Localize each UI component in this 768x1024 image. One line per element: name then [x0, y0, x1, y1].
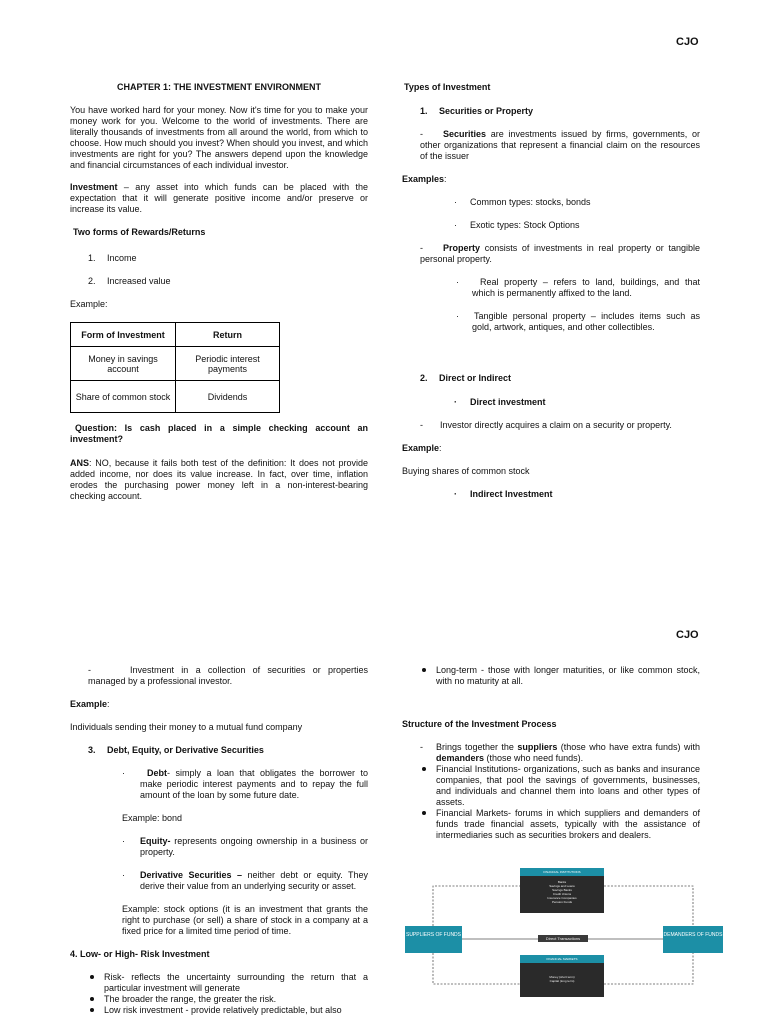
indirect-def: - Investment in a collection of securities or properties managed by a professional investor.	[88, 665, 368, 686]
example-item-text: Common types: stocks, bonds	[470, 197, 591, 207]
property-item-text: Real property – refers to land, buildings, and that which is permanently affixed to the land.	[472, 277, 700, 298]
form-text: Income	[107, 253, 137, 263]
risk-item-text: Risk- reflects the uncertainty surrounding the return that a particular investment will generate	[104, 972, 368, 993]
form-item-2	[88, 276, 368, 287]
derivative-example: Example: stock options (it is an investment that grants the right to purchase (or sell) a share of stock in a company at a fixed price for a limited time period of time.	[122, 904, 368, 936]
left-column-2	[70, 665, 368, 1016]
investment-table	[70, 322, 280, 413]
example-label-2	[402, 443, 700, 454]
section-title: Securities or Property	[439, 106, 534, 116]
page-header-initials: CJO	[676, 36, 699, 48]
demanders-term: demanders	[436, 753, 485, 763]
longterm-item	[436, 665, 700, 687]
investment-term: Investment	[70, 182, 118, 192]
page-header-initials-2: CJO	[676, 629, 699, 641]
section-2-heading	[420, 373, 700, 384]
answer-body: : NO, because it fails both test of the definition: It does not provide added income, nor does its value increase. In fact, over time, inflation erodes the purchasing power money left in a non-interest-bearing checking account.	[70, 458, 368, 501]
form-text: Increased value	[107, 276, 171, 286]
table-cell: Share of common stock	[71, 381, 176, 413]
right-column-1	[402, 82, 700, 500]
risk-item	[104, 994, 368, 1005]
fm-item: Capital (long term)	[549, 979, 575, 983]
question-text: Question: Is cash placed in a simple checking account an investment?	[70, 423, 368, 444]
direct-title: Direct investment	[470, 397, 546, 407]
debt-example: Example: bond	[122, 813, 183, 823]
direct-transactions-box: Direct Transactions	[538, 935, 588, 942]
suppliers-of-funds-box: SUPPLIERS OF FUNDS	[405, 926, 462, 953]
derivative-def: neither debt or equity. They derive their value from an underlying security or asset.	[140, 870, 369, 891]
colon: :	[444, 174, 447, 184]
example-item-text: Exotic types: Stock Options	[470, 220, 580, 230]
fi-item: Pension Funds	[551, 900, 572, 904]
equity-term: Equity-	[140, 836, 171, 846]
property-item: · Tangible personal property – includes items such as gold, artwork, antiques, and other collectibles.	[456, 311, 700, 332]
table-cell: Periodic interest payments	[176, 347, 280, 381]
demanders-of-funds-box: DEMANDERS OF FUNDS	[663, 926, 723, 953]
equity-def: represents ongoing ownership in a business or property.	[140, 836, 368, 857]
fi-item: Credit Unions	[552, 892, 572, 896]
financial-institutions-list	[520, 876, 604, 913]
table-header: Return	[176, 323, 280, 347]
longterm-text: Long-term - those with longer maturities, or like common stock, with no maturity at all.	[436, 665, 700, 686]
risk-item-text: Low risk investment - provide relatively predictable, but also	[104, 1005, 342, 1015]
answer-label: ANS	[70, 458, 90, 468]
financial-institutions-header: FINANCIAL INSTITUTIONS	[520, 868, 604, 876]
section-title: Debt, Equity, or Derivative Securities	[107, 745, 264, 755]
financial-institutions-text: Financial Institutions- organizations, such as banks and insurance companies, that pool the savings of governments, businesses, and individuals and channel them into loans and other types of assets.	[436, 764, 700, 807]
fi-item: Savings Banks	[552, 888, 572, 892]
example-word: Example	[402, 443, 440, 453]
investment-definition	[70, 182, 368, 215]
direct-def: - Investor directly acquires a claim on a security or property.	[420, 420, 672, 430]
chapter-title: CHAPTER 1: THE INVESTMENT ENVIRONMENT	[116, 82, 321, 92]
section-title: Direct or Indirect	[439, 373, 512, 383]
property-item: · Real property – refers to land, buildings, and that which is permanently affixed to the land.	[456, 277, 700, 298]
example-label: Example:	[70, 299, 108, 309]
table-cell: Dividends	[176, 381, 280, 413]
securities-definition	[420, 129, 700, 162]
fi-item: Insurance Companies	[547, 896, 577, 900]
text: (those who need funds).	[484, 753, 584, 763]
fm-item: Money (short term)	[549, 975, 575, 979]
fi-item: Banks	[557, 880, 567, 884]
section-num: 2.	[420, 373, 428, 383]
section-num: 3.	[88, 745, 96, 755]
text: Brings together the	[436, 742, 518, 752]
investment-process-diagram	[405, 866, 723, 1006]
direct-heading: · Direct investment	[454, 397, 546, 407]
right-column-2	[402, 665, 700, 841]
property-term: Property	[443, 243, 481, 253]
suppliers-term: suppliers	[517, 742, 558, 752]
examples-label	[402, 174, 700, 185]
structure-heading: Structure of the Investment Process	[402, 719, 557, 729]
form-item-1	[88, 253, 368, 264]
direct-def-text: Investor directly acquires a claim on a security or property.	[440, 420, 672, 430]
fi-item: Savings and Loans	[549, 884, 575, 888]
risk-list	[104, 972, 368, 1016]
risk-item-text: The broader the range, the greater the risk.	[104, 994, 277, 1004]
colon: :	[439, 443, 442, 453]
indirect-example: Individuals sending their money to a mutual fund company	[70, 722, 303, 732]
indirect-title: Indirect Investment	[470, 489, 553, 499]
two-forms-heading: Two forms of Rewards/Returns	[73, 227, 206, 237]
derivative-term: Derivative Securities –	[140, 870, 242, 880]
financial-markets-text: Financial Markets- forums in which suppliers and demanders of funds trade financial assets, typically with the assistance of intermediaries such as securities brokers and dealers.	[436, 808, 700, 840]
structure-item	[436, 808, 700, 841]
types-heading: Types of Investment	[404, 82, 491, 92]
table-row	[71, 347, 280, 381]
debt-item: · Debt- simply a loan that obligates the borrower to make periodic interest payments and to repay the full amount of the loan by some future date.	[122, 768, 368, 800]
securities-term: Securities	[443, 129, 487, 139]
section-num: 1.	[420, 106, 428, 116]
structure-list	[420, 742, 700, 841]
answer-text	[70, 458, 368, 502]
risk-item	[104, 1005, 368, 1016]
structure-item: - Brings together the suppliers (those who have extra funds) with demanders (those who need funds).	[420, 742, 700, 763]
text: (those who have extra funds) with	[557, 742, 700, 752]
financial-markets-header: FINANCIAL MARKETS	[520, 955, 604, 963]
intro-paragraph: You have worked hard for your money. Now it's time for you to make your money work for you. Welcome to the world of investments. There are literally thousands of investments from all around the world, from which to choose. How much should you invest? When should you invest, and which investments are right for you? The answers depend upon the knowledge and financial circumstances of each individual investor.	[70, 105, 368, 170]
debt-term: Debt	[147, 768, 167, 778]
indirect-heading: · Indirect Investment	[454, 489, 553, 499]
section-1-heading	[420, 106, 700, 117]
property-def: consists of investments in real property or tangible personal property.	[420, 243, 700, 264]
form-num: 1.	[88, 253, 96, 263]
example-word: Example	[70, 699, 108, 709]
dash: -	[420, 129, 423, 139]
table-header: Form of Investment	[71, 323, 176, 347]
section-3-heading	[88, 745, 368, 756]
financial-markets-list	[520, 963, 604, 997]
property-definition: - Property consists of investments in real property or tangible personal property.	[420, 243, 700, 264]
examples-word: Examples	[402, 174, 445, 184]
investment-def-text: – any asset into which funds can be placed with the expectation that it will generate positive income and/or preserve or increase its value.	[70, 182, 368, 214]
example-label-3: Example:	[70, 699, 110, 709]
table-row	[71, 381, 280, 413]
derivative-item: · Derivative Securities – neither debt or equity. They derive their value from an underlying security or asset.	[122, 870, 369, 891]
example-item: · Common types: stocks, bonds	[454, 197, 591, 207]
example-item: · Exotic types: Stock Options	[454, 220, 580, 230]
form-num: 2.	[88, 276, 96, 286]
indirect-def-text: Investment in a collection of securities or properties managed by a professional investor.	[88, 665, 368, 686]
equity-item: · Equity- represents ongoing ownership in a business or property.	[122, 836, 368, 857]
property-item-text: Tangible personal property – includes items such as gold, artwork, antiques, and other collectibles.	[472, 311, 700, 332]
securities-def: are investments issued by firms, governments, or other organizations that represent a financial claim on the resources of the issuer	[420, 129, 700, 161]
direct-example: Buying shares of common stock	[402, 466, 530, 476]
left-column-1	[70, 82, 368, 502]
debt-def: - simply a loan that obligates the borrower to make periodic interest payments and to repay the full amount of the loan by some future date.	[140, 768, 368, 800]
risk-item	[104, 972, 368, 994]
table-cell: Money in savings account	[71, 347, 176, 381]
structure-item	[436, 764, 700, 808]
section-4-heading: 4. Low- or High- Risk Investment	[70, 949, 210, 959]
